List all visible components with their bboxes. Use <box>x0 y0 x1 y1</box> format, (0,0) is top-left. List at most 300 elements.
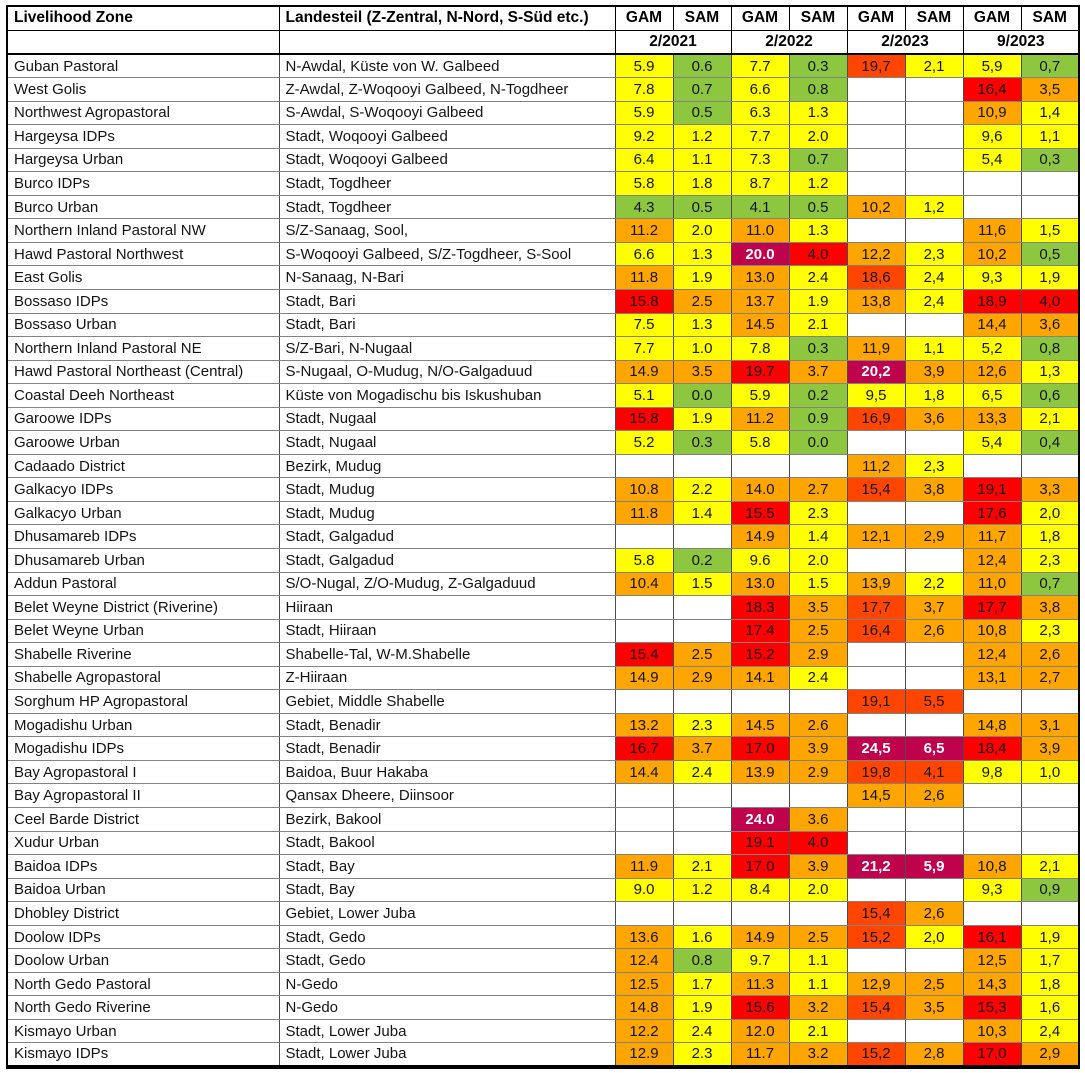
gam-sam-value-cell: 15.8 <box>615 407 673 431</box>
gam-sam-value-cell: 12.2 <box>615 1019 673 1043</box>
gam-sam-value-cell: 1.3 <box>673 242 731 266</box>
gam-sam-value-cell: 1,5 <box>1021 219 1079 243</box>
table-row <box>7 384 1079 408</box>
gam-sam-value-cell: 11,6 <box>963 219 1021 243</box>
gam-sam-value-cell: 1.5 <box>789 572 847 596</box>
gam-sam-value-cell <box>615 525 673 549</box>
region-cell: Stadt, Benadir <box>279 737 615 761</box>
zone-cell: Dhusamareb Urban <box>7 548 279 572</box>
zone-cell: Ceel Barde District <box>7 808 279 832</box>
zone-cell: Northern Inland Pastoral NE <box>7 337 279 361</box>
region-cell: Stadt, Bari <box>279 313 615 337</box>
gam-sam-value-cell: 5.9 <box>731 384 789 408</box>
region-cell: Stadt, Nugaal <box>279 407 615 431</box>
gam-sam-value-cell: 6.4 <box>615 148 673 172</box>
gam-sam-value-cell: 15.2 <box>731 643 789 667</box>
zone-cell: Shabelle Agropastoral <box>7 666 279 690</box>
gam-sam-value-cell: 9.6 <box>731 548 789 572</box>
gam-sam-value-cell: 1.9 <box>789 289 847 313</box>
gam-sam-value-cell: 4,0 <box>1021 289 1079 313</box>
gam-sam-value-cell: 2.9 <box>673 666 731 690</box>
region-cell: Stadt, Hiiraan <box>279 619 615 643</box>
gam-sam-value-cell: 6.3 <box>731 101 789 125</box>
table-row <box>7 548 1079 572</box>
gam-sam-value-cell: 0.3 <box>789 54 847 78</box>
gam-sam-value-cell: 0,7 <box>1021 572 1079 596</box>
gam-sam-value-cell: 2.4 <box>673 1019 731 1043</box>
region-cell: Baidoa, Buur Hakaba <box>279 760 615 784</box>
gam-sam-value-cell: 14.0 <box>731 478 789 502</box>
gam-sam-value-cell: 3.9 <box>789 737 847 761</box>
gam-sam-value-cell <box>847 172 905 196</box>
zone-cell: Belet Weyne Urban <box>7 619 279 643</box>
gam-sam-value-cell: 15,4 <box>847 902 905 926</box>
gam-sam-value-cell: 0.3 <box>673 431 731 455</box>
gam-sam-value-cell: 1,2 <box>905 195 963 219</box>
gam-sam-value-cell <box>905 172 963 196</box>
gam-sam-value-cell: 12,1 <box>847 525 905 549</box>
gam-sam-value-cell <box>673 902 731 926</box>
table-body <box>7 54 1079 1067</box>
gam-sam-value-cell: 14.1 <box>731 666 789 690</box>
gam-sam-value-cell: 12,2 <box>847 242 905 266</box>
table-row <box>7 454 1079 478</box>
zone-cell: Northern Inland Pastoral NW <box>7 219 279 243</box>
gam-sam-value-cell: 2.9 <box>789 643 847 667</box>
gam-sam-value-cell: 8.4 <box>731 878 789 902</box>
gam-sam-value-cell: 16,4 <box>847 619 905 643</box>
region-cell: S/Z-Bari, N-Nugaal <box>279 337 615 361</box>
table-row <box>7 360 1079 384</box>
gam-sam-value-cell: 7.7 <box>731 125 789 149</box>
gam-sam-value-cell: 15,2 <box>847 925 905 949</box>
region-cell: Shabelle-Tal, W-M.Shabelle <box>279 643 615 667</box>
gam-sam-value-cell <box>905 713 963 737</box>
gam-sam-value-cell: 2,4 <box>905 289 963 313</box>
gam-sam-value-cell: 1.2 <box>673 125 731 149</box>
table-row <box>7 219 1079 243</box>
region-cell: Stadt, Togdheer <box>279 195 615 219</box>
gam-sam-value-cell: 11.8 <box>615 266 673 290</box>
gam-sam-value-cell <box>1021 831 1079 855</box>
gam-sam-value-cell: 3,8 <box>905 478 963 502</box>
zone-cell: Baidoa Urban <box>7 878 279 902</box>
gam-sam-value-cell: 19,1 <box>847 690 905 714</box>
region-column-header: Landesteil (Z-Zentral, N-Nord, S-Süd etc.) <box>279 6 615 30</box>
period-header: 2/2021 <box>615 30 731 54</box>
gam-sam-value-cell: 1,1 <box>905 337 963 361</box>
gam-sam-value-cell: 1.4 <box>789 525 847 549</box>
gam-sam-value-cell: 2.5 <box>789 619 847 643</box>
gam-sam-value-cell: 9,3 <box>963 878 1021 902</box>
region-cell: Stadt, Galgadud <box>279 548 615 572</box>
table-row <box>7 808 1079 832</box>
gam-sam-value-cell: 9,6 <box>963 125 1021 149</box>
gam-sam-value-cell <box>905 548 963 572</box>
gam-sam-value-cell: 17,7 <box>963 596 1021 620</box>
gam-sam-value-cell: 7.7 <box>731 54 789 78</box>
gam-sam-value-cell: 13.7 <box>731 289 789 313</box>
gam-sam-value-cell <box>615 454 673 478</box>
gam-sam-value-cell: 14,4 <box>963 313 1021 337</box>
region-cell: S/O-Nugal, Z/O-Mudug, Z-Galgaduud <box>279 572 615 596</box>
gam-sam-value-cell <box>905 643 963 667</box>
table-row <box>7 101 1079 125</box>
gam-sam-value-cell: 20.0 <box>731 242 789 266</box>
gam-sam-value-cell <box>673 596 731 620</box>
region-cell: Stadt, Gedo <box>279 949 615 973</box>
gam-sam-value-cell: 11.8 <box>615 501 673 525</box>
zone-cell: Bay Agropastoral II <box>7 784 279 808</box>
gam-sam-value-cell: 2,7 <box>1021 666 1079 690</box>
gam-sam-value-cell: 18,6 <box>847 266 905 290</box>
zone-cell: Bay Agropastoral I <box>7 760 279 784</box>
gam-sam-value-cell: 3,6 <box>1021 313 1079 337</box>
header-row-measures <box>7 6 1079 30</box>
gam-sam-value-cell: 19,1 <box>963 478 1021 502</box>
table-row <box>7 572 1079 596</box>
measure-header: SAM <box>1021 6 1079 30</box>
region-cell: Stadt, Nugaal <box>279 431 615 455</box>
gam-sam-value-cell: 3.5 <box>673 360 731 384</box>
gam-sam-value-cell: 14.5 <box>731 713 789 737</box>
gam-sam-value-cell <box>615 808 673 832</box>
gam-sam-value-cell: 2.3 <box>789 501 847 525</box>
gam-sam-value-cell: 1.1 <box>673 148 731 172</box>
gam-sam-value-cell: 5.2 <box>615 431 673 455</box>
empty-header-cell <box>7 30 279 54</box>
gam-sam-value-cell <box>1021 195 1079 219</box>
gam-sam-value-cell: 3,3 <box>1021 478 1079 502</box>
gam-sam-value-cell: 1.1 <box>789 949 847 973</box>
region-cell: N-Awdal, Küste von W. Galbeed <box>279 54 615 78</box>
gam-sam-value-cell: 11.3 <box>731 972 789 996</box>
zone-cell: Hargeysa Urban <box>7 148 279 172</box>
gam-sam-value-cell: 11.2 <box>731 407 789 431</box>
region-cell: Gebiet, Lower Juba <box>279 902 615 926</box>
region-cell: Qansax Dheere, Diinsoor <box>279 784 615 808</box>
gam-sam-value-cell: 19.7 <box>731 360 789 384</box>
measure-header: GAM <box>963 6 1021 30</box>
gam-sam-value-cell: 17.4 <box>731 619 789 643</box>
table-row <box>7 619 1079 643</box>
gam-sam-value-cell: 18,9 <box>963 289 1021 313</box>
gam-sam-value-cell: 2.5 <box>673 289 731 313</box>
table-row <box>7 831 1079 855</box>
gam-sam-value-cell: 13,3 <box>963 407 1021 431</box>
gam-sam-value-cell: 2.1 <box>789 313 847 337</box>
gam-sam-value-cell: 0.7 <box>789 148 847 172</box>
gam-sam-value-cell: 7.7 <box>615 337 673 361</box>
table-row <box>7 972 1079 996</box>
gam-sam-value-cell: 17.0 <box>731 855 789 879</box>
gam-sam-value-cell <box>673 525 731 549</box>
gam-sam-value-cell: 2,3 <box>905 242 963 266</box>
gam-sam-value-cell: 4,1 <box>905 760 963 784</box>
gam-sam-value-cell: 14.9 <box>731 925 789 949</box>
gam-sam-value-cell: 1.2 <box>789 172 847 196</box>
gam-sam-value-cell: 16.7 <box>615 737 673 761</box>
gam-sam-value-cell <box>905 125 963 149</box>
region-cell: Stadt, Lower Juba <box>279 1043 615 1067</box>
table-row <box>7 337 1079 361</box>
gam-sam-value-cell: 3.5 <box>789 596 847 620</box>
zone-cell: Bossaso Urban <box>7 313 279 337</box>
empty-header-cell <box>279 30 615 54</box>
gam-sam-value-cell: 15.8 <box>615 289 673 313</box>
gam-sam-value-cell: 16,4 <box>963 78 1021 102</box>
region-cell: Z-Hiiraan <box>279 666 615 690</box>
table-row <box>7 431 1079 455</box>
gam-sam-value-cell: 3.9 <box>789 855 847 879</box>
gam-sam-value-cell: 10.4 <box>615 572 673 596</box>
gam-sam-value-cell <box>1021 808 1079 832</box>
gam-sam-value-cell: 15,4 <box>847 478 905 502</box>
table-row <box>7 643 1079 667</box>
gam-sam-value-cell: 0.8 <box>673 949 731 973</box>
gam-sam-value-cell <box>847 101 905 125</box>
gam-sam-value-cell: 0.5 <box>789 195 847 219</box>
gam-sam-value-cell <box>789 784 847 808</box>
gam-sam-value-cell <box>673 619 731 643</box>
gam-sam-value-cell <box>731 454 789 478</box>
gam-sam-value-cell <box>847 1019 905 1043</box>
gam-sam-value-cell <box>673 454 731 478</box>
gam-sam-value-cell: 2,9 <box>1021 1043 1079 1067</box>
gam-sam-value-cell: 17,6 <box>963 501 1021 525</box>
gam-sam-value-cell: 18.3 <box>731 596 789 620</box>
gam-sam-value-cell: 1.2 <box>673 878 731 902</box>
gam-sam-value-cell <box>847 878 905 902</box>
gam-sam-value-cell: 17,0 <box>963 1043 1021 1067</box>
gam-sam-value-cell <box>615 902 673 926</box>
table-row <box>7 737 1079 761</box>
zone-cell: Dhusamareb IDPs <box>7 525 279 549</box>
region-cell: Stadt, Bari <box>279 289 615 313</box>
gam-sam-value-cell: 14,5 <box>847 784 905 808</box>
gam-sam-value-cell: 2,4 <box>905 266 963 290</box>
gam-sam-value-cell: 11.0 <box>731 219 789 243</box>
gam-sam-value-cell: 2,1 <box>1021 855 1079 879</box>
table-row <box>7 902 1079 926</box>
zone-cell: Burco IDPs <box>7 172 279 196</box>
gam-sam-value-cell: 7.8 <box>731 337 789 361</box>
measure-header: SAM <box>673 6 731 30</box>
zone-cell: Northwest Agropastoral <box>7 101 279 125</box>
gam-sam-value-cell: 2.7 <box>789 478 847 502</box>
table-row <box>7 1043 1079 1067</box>
gam-sam-value-cell: 19,8 <box>847 760 905 784</box>
gam-sam-value-cell: 5.9 <box>615 54 673 78</box>
region-cell: Stadt, Bakool <box>279 831 615 855</box>
table-row <box>7 501 1079 525</box>
gam-sam-value-cell <box>963 808 1021 832</box>
gam-sam-value-cell: 2.2 <box>673 478 731 502</box>
gam-sam-value-cell: 16,9 <box>847 407 905 431</box>
zone-cell: Addun Pastoral <box>7 572 279 596</box>
gam-sam-value-cell: 12.5 <box>615 972 673 996</box>
gam-sam-value-cell: 1,8 <box>1021 972 1079 996</box>
gam-sam-value-cell: 10,9 <box>963 101 1021 125</box>
zone-cell: Mogadishu IDPs <box>7 737 279 761</box>
zone-cell: West Golis <box>7 78 279 102</box>
gam-sam-table <box>6 5 1080 1069</box>
table-row <box>7 878 1079 902</box>
region-cell: Stadt, Togdheer <box>279 172 615 196</box>
gam-sam-value-cell: 15,4 <box>847 996 905 1020</box>
gam-sam-value-cell: 3,7 <box>905 596 963 620</box>
gam-sam-value-cell <box>905 949 963 973</box>
gam-sam-value-cell: 6,5 <box>963 384 1021 408</box>
region-cell: Hiiraan <box>279 596 615 620</box>
zone-cell: Bossaso IDPs <box>7 289 279 313</box>
zone-cell: Dhobley District <box>7 902 279 926</box>
gam-sam-value-cell: 2.0 <box>789 548 847 572</box>
gam-sam-value-cell: 3.2 <box>789 1043 847 1067</box>
gam-sam-value-cell: 5,4 <box>963 431 1021 455</box>
gam-sam-value-cell: 2.4 <box>789 666 847 690</box>
gam-sam-value-cell: 20,2 <box>847 360 905 384</box>
gam-sam-value-cell: 3,5 <box>1021 78 1079 102</box>
table-row <box>7 266 1079 290</box>
gam-sam-value-cell: 6,5 <box>905 737 963 761</box>
gam-sam-value-cell: 2.3 <box>673 1043 731 1067</box>
gam-sam-value-cell: 24.0 <box>731 808 789 832</box>
zone-cell: Doolow Urban <box>7 949 279 973</box>
gam-sam-value-cell: 3.6 <box>789 808 847 832</box>
gam-sam-value-cell <box>905 808 963 832</box>
zone-cell: East Golis <box>7 266 279 290</box>
gam-sam-value-cell: 0.5 <box>673 101 731 125</box>
gam-sam-value-cell: 1,7 <box>1021 949 1079 973</box>
gam-sam-value-cell: 1.8 <box>673 172 731 196</box>
gam-sam-value-cell: 14.5 <box>731 313 789 337</box>
table-row <box>7 996 1079 1020</box>
measure-header: SAM <box>789 6 847 30</box>
table-row <box>7 1019 1079 1043</box>
gam-sam-value-cell: 0,3 <box>1021 148 1079 172</box>
measure-header: GAM <box>615 6 673 30</box>
region-cell: Stadt, Mudug <box>279 501 615 525</box>
region-cell: Bezirk, Mudug <box>279 454 615 478</box>
gam-sam-value-cell: 15,3 <box>963 996 1021 1020</box>
gam-sam-value-cell: 1.5 <box>673 572 731 596</box>
gam-sam-value-cell <box>1021 902 1079 926</box>
gam-sam-value-cell: 1,8 <box>1021 525 1079 549</box>
gam-sam-value-cell <box>615 784 673 808</box>
gam-sam-value-cell: 2,2 <box>905 572 963 596</box>
gam-sam-value-cell: 11,7 <box>963 525 1021 549</box>
gam-sam-value-cell: 5,9 <box>905 855 963 879</box>
gam-sam-value-cell <box>673 784 731 808</box>
gam-sam-value-cell: 0.7 <box>673 78 731 102</box>
table-header <box>7 6 1079 54</box>
gam-sam-value-cell: 3,9 <box>905 360 963 384</box>
gam-sam-value-cell: 3,5 <box>905 996 963 1020</box>
table-row <box>7 949 1079 973</box>
region-cell: Küste von Mogadischu bis Iskushuban <box>279 384 615 408</box>
gam-sam-value-cell: 10,2 <box>847 195 905 219</box>
region-cell: Stadt, Woqooyi Galbeed <box>279 125 615 149</box>
zone-cell: Hawd Pastoral Northeast (Central) <box>7 360 279 384</box>
table-row <box>7 855 1079 879</box>
table-row <box>7 713 1079 737</box>
gam-sam-value-cell: 5,5 <box>905 690 963 714</box>
gam-sam-value-cell: 13,8 <box>847 289 905 313</box>
gam-sam-value-cell <box>673 831 731 855</box>
gam-sam-value-cell <box>963 690 1021 714</box>
zone-cell: Shabelle Riverine <box>7 643 279 667</box>
gam-sam-value-cell: 0.8 <box>789 78 847 102</box>
gam-sam-value-cell: 3.2 <box>789 996 847 1020</box>
gam-sam-value-cell: 6.6 <box>731 78 789 102</box>
gam-sam-value-cell: 3,8 <box>1021 596 1079 620</box>
table-row <box>7 289 1079 313</box>
gam-sam-value-cell: 15,2 <box>847 1043 905 1067</box>
gam-sam-value-cell: 15.5 <box>731 501 789 525</box>
region-cell: N-Sanaag, N-Bari <box>279 266 615 290</box>
region-cell: N-Gedo <box>279 972 615 996</box>
gam-sam-value-cell: 9,3 <box>963 266 1021 290</box>
region-cell: S-Awdal, S-Woqooyi Galbeed <box>279 101 615 125</box>
gam-sam-value-cell: 10.8 <box>615 478 673 502</box>
gam-sam-value-cell: 3.7 <box>673 737 731 761</box>
gam-sam-value-cell <box>847 78 905 102</box>
zone-cell: Burco Urban <box>7 195 279 219</box>
gam-sam-value-cell <box>1021 454 1079 478</box>
gam-sam-value-cell: 5,4 <box>963 148 1021 172</box>
gam-sam-value-cell <box>963 784 1021 808</box>
gam-sam-value-cell: 3,9 <box>1021 737 1079 761</box>
gam-sam-value-cell <box>847 831 905 855</box>
gam-sam-value-cell <box>963 195 1021 219</box>
gam-sam-value-cell: 13.0 <box>731 266 789 290</box>
measure-header: SAM <box>905 6 963 30</box>
table-row <box>7 172 1079 196</box>
region-cell: Z-Awdal, Z-Woqooyi Galbeed, N-Togdheer <box>279 78 615 102</box>
table-row <box>7 760 1079 784</box>
gam-sam-value-cell: 3.7 <box>789 360 847 384</box>
gam-sam-value-cell: 5.1 <box>615 384 673 408</box>
header-row-periods <box>7 30 1079 54</box>
gam-sam-value-cell: 2,6 <box>1021 643 1079 667</box>
gam-sam-value-cell: 4.0 <box>789 242 847 266</box>
gam-sam-value-cell: 11,9 <box>847 337 905 361</box>
gam-sam-value-cell <box>905 148 963 172</box>
gam-sam-value-cell: 3,6 <box>905 407 963 431</box>
gam-sam-value-cell: 2,1 <box>1021 407 1079 431</box>
gam-sam-value-cell: 0,5 <box>1021 242 1079 266</box>
table-row <box>7 242 1079 266</box>
zone-cell: Kismayo IDPs <box>7 1043 279 1067</box>
table-row <box>7 596 1079 620</box>
region-cell: Stadt, Lower Juba <box>279 1019 615 1043</box>
gam-sam-value-cell: 2.0 <box>673 219 731 243</box>
gam-sam-value-cell: 11,0 <box>963 572 1021 596</box>
gam-sam-value-cell: 24,5 <box>847 737 905 761</box>
gam-sam-value-cell: 14.8 <box>615 996 673 1020</box>
gam-sam-value-cell: 13.9 <box>731 760 789 784</box>
gam-sam-value-cell: 9.2 <box>615 125 673 149</box>
gam-sam-value-cell <box>847 808 905 832</box>
gam-sam-value-cell: 12,9 <box>847 972 905 996</box>
region-cell: Stadt, Galgadud <box>279 525 615 549</box>
gam-sam-value-cell: 2.4 <box>789 266 847 290</box>
gam-sam-value-cell <box>905 1019 963 1043</box>
measure-header: GAM <box>847 6 905 30</box>
zone-cell: Garoowe Urban <box>7 431 279 455</box>
gam-sam-value-cell: 1.3 <box>789 219 847 243</box>
